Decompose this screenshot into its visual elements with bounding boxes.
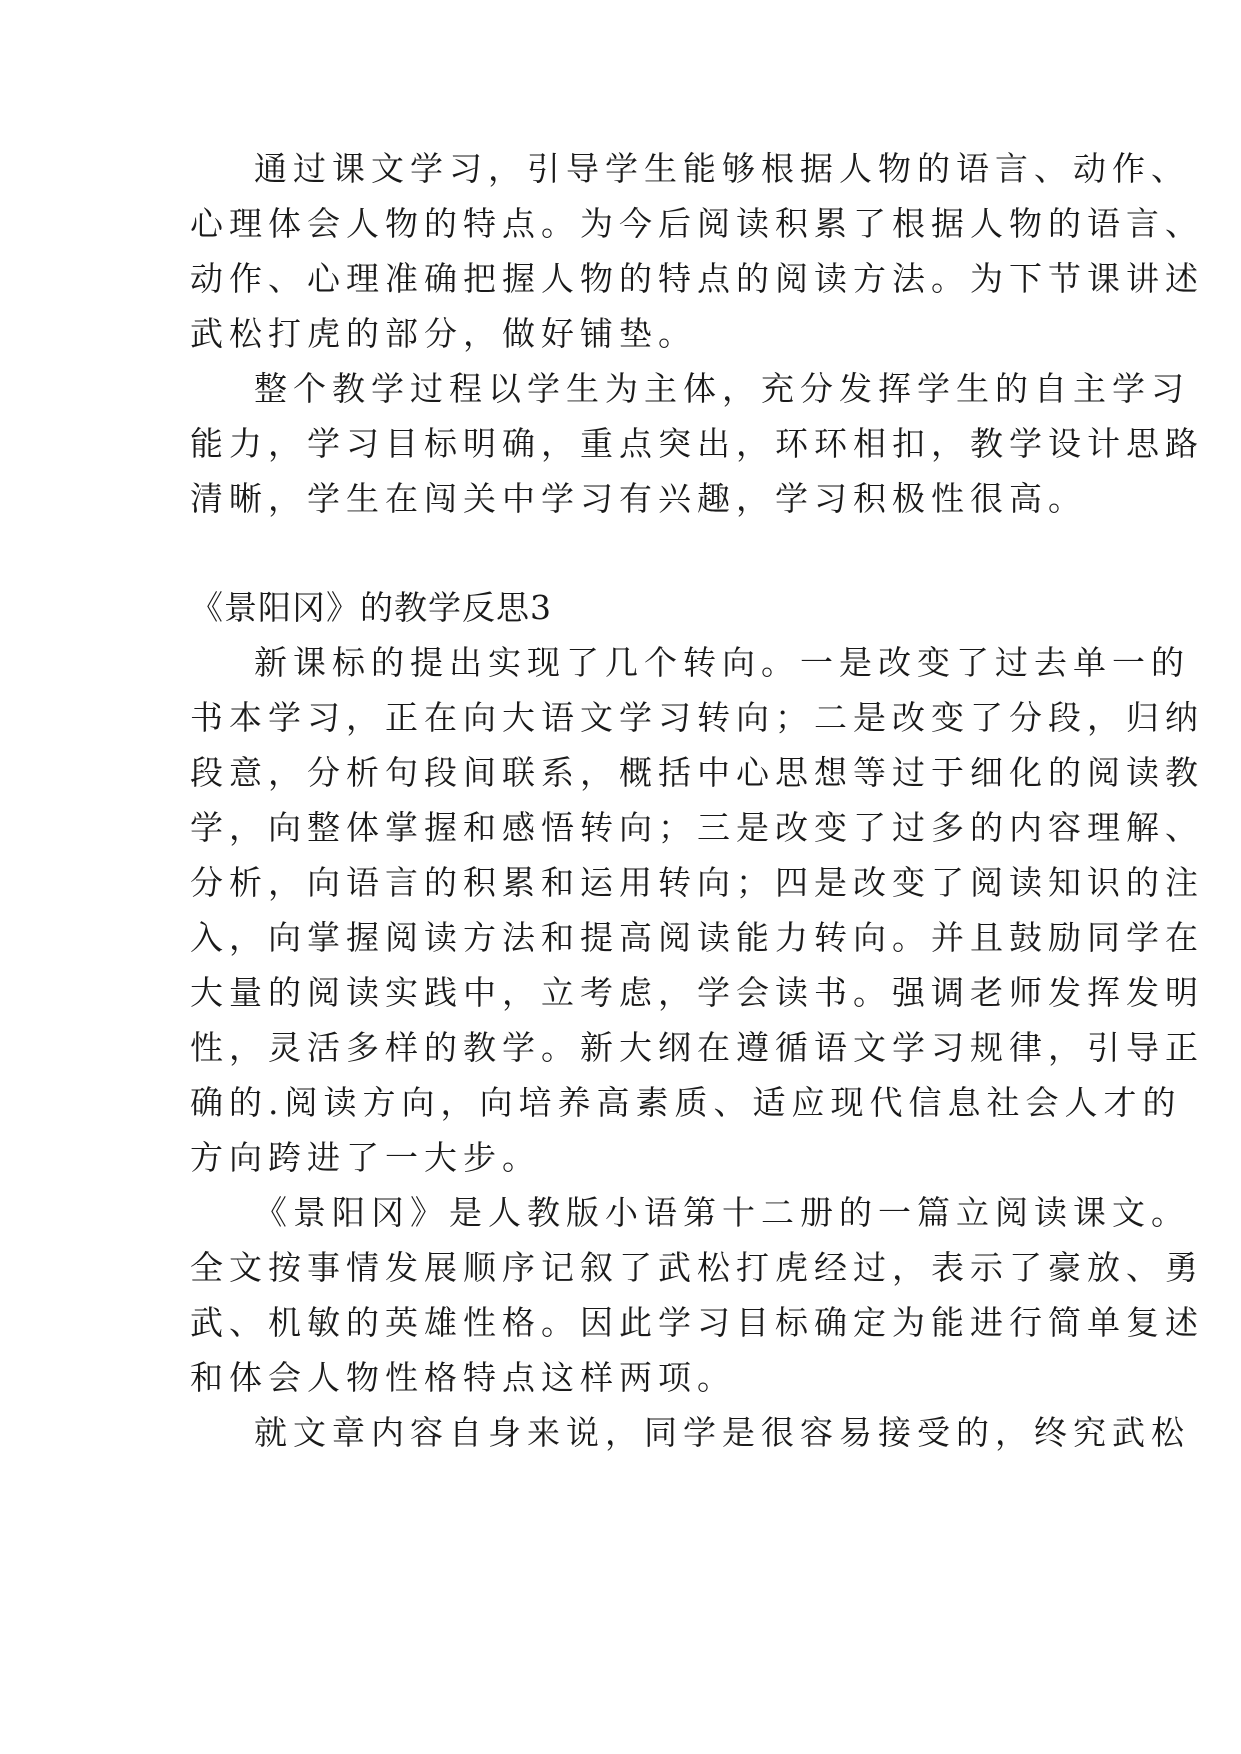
text-line: 能力，学习目标明确，重点突出，环环相扣，教学设计思路 xyxy=(190,424,1204,463)
text-line: 《景阳冈》是人教版小语第十二册的一篇立阅读课文。 xyxy=(254,1193,1190,1232)
text-line: 书本学习，正在向大语文学习转向；二是改变了分段，归纳 xyxy=(190,698,1204,737)
text-line: 心理体会人物的特点。为今后阅读积累了根据人物的语言、 xyxy=(190,204,1204,243)
text-line: 段意，分析句段间联系，概括中心思想等过于细化的阅读教 xyxy=(190,753,1204,792)
text-line: 入，向掌握阅读方法和提高阅读能力转向。并且鼓励同学在 xyxy=(190,918,1204,957)
text-line: 全文按事情发展顺序记叙了武松打虎经过，表示了豪放、勇 xyxy=(190,1248,1204,1287)
text-line: 分析，向语言的积累和运用转向；四是改变了阅读知识的注 xyxy=(190,863,1204,902)
text-line: 动作、心理准确把握人物的特点的阅读方法。为下节课讲述 xyxy=(190,259,1204,298)
text-line: 确的.阅读方向，向培养高素质、适应现代信息社会人才的 xyxy=(190,1083,1182,1122)
text-line: 整个教学过程以学生为主体，充分发挥学生的自主学习 xyxy=(254,369,1190,408)
text-line: 武、机敏的英雄性格。因此学习目标确定为能进行简单复述 xyxy=(190,1303,1204,1342)
text-line: 大量的阅读实践中，立考虑，学会读书。强调老师发挥发明 xyxy=(190,973,1204,1012)
text-line: 清晰，学生在闯关中学习有兴趣，学习积极性很高。 xyxy=(190,479,1087,518)
text-line: 就文章内容自身来说，同学是很容易接受的，终究武松 xyxy=(254,1413,1190,1452)
text-line: 和体会人物性格特点这样两项。 xyxy=(190,1358,736,1397)
text-line: 方向跨进了一大步。 xyxy=(190,1138,541,1177)
section-heading: 《景阳冈》的教学反思3 xyxy=(190,588,552,627)
text-line: 学，向整体掌握和感悟转向；三是改变了过多的内容理解、 xyxy=(190,808,1204,847)
text-line: 性，灵活多样的教学。新大纲在遵循语文学习规律，引导正 xyxy=(190,1028,1204,1067)
text-line: 新课标的提出实现了几个转向。一是改变了过去单一的 xyxy=(254,643,1190,682)
text-line: 通过课文学习，引导学生能够根据人物的语言、动作、 xyxy=(254,149,1190,188)
text-line: 武松打虎的部分，做好铺垫。 xyxy=(190,314,697,353)
